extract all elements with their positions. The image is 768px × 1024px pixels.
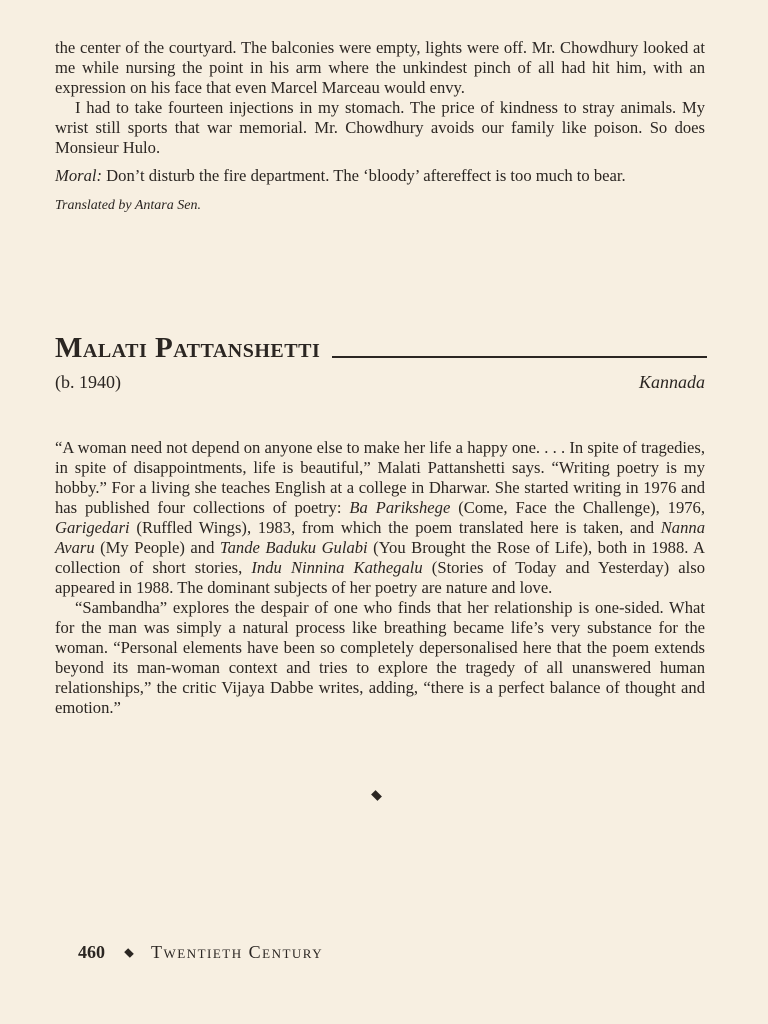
author-heading <box>55 333 707 363</box>
bio-paragraph-1 <box>55 438 705 598</box>
moral-label: Moral: <box>55 166 103 185</box>
book-title: Indu Ninnina Kathegalu <box>251 558 423 577</box>
bio-text-run: (Come, Face the Challenge), 1976, <box>450 498 705 517</box>
section-ornament-icon <box>371 790 382 801</box>
running-head: Twentieth Century <box>151 942 324 962</box>
book-title: Nanna Avaru <box>55 518 705 557</box>
bio-text-run: (My People) and <box>94 538 220 557</box>
author-language: Kannada <box>638 372 705 392</box>
book-title: Ba Parikshege <box>349 498 451 517</box>
book-title: Tande Baduku Gulabi <box>219 538 368 557</box>
moral-paragraph <box>55 166 705 186</box>
page-number: 460 <box>78 942 105 962</box>
author-bio <box>55 438 705 718</box>
bio-text-run: (Stories of Today and Yesterday) also appeared in 1988. The dominant subjects of her poetry are nature and love. <box>55 558 705 597</box>
story-paragraph-1: the center of the courtyard. The balconies were empty, lights were off. Mr. Chowdhury looked at me while nursing the point in his arm where the unkindest pinch of all had hit him, with an expression on his face that even Marcel Marceau would envy. <box>55 38 705 97</box>
bio-text-run: (You Brought the Rose of Life), both in 1988. A collection of short stories, <box>55 538 705 577</box>
bio-paragraph-2: “Sambandha” explores the despair of one who finds that her relationship is one-sided. What for the man was simply a natural process like breathing became life’s very substance for the woman. “Personal elements have been so completely depersonalised here that the poem extends beyond its man-woman context and tries to explore the tragedy of all unanswered human relationships,” the critic Vijaya Dabbe writes, adding, “there is a perfect balance of thought and emotion.” <box>55 598 705 717</box>
translator-credit: Translated by Antara Sen. <box>55 198 201 213</box>
bio-text-run: (Ruffled Wings), 1983, from which the poem translated here is taken, and <box>129 518 661 537</box>
story-paragraph-2: I had to take fourteen injections in my stomach. The price of kindness to stray animals. My wrist still sports that war memorial. Mr. Chowdhury avoids our family like poison. So does Monsieur Hulo. <box>55 98 705 157</box>
book-title: Garigedari <box>55 518 130 537</box>
moral-text: Don’t disturb the fire department. The ‘bloody’ aftereffect is too much to bear. <box>102 166 626 185</box>
author-meta <box>55 372 705 393</box>
author-birth: (b. 1940) <box>55 372 121 392</box>
bio-text-run: “A woman need not depend on anyone else to make her life a happy one. . . . In spite of tragedies, in spite of disappointments, life is beautiful,” Malati Pattanshetti says. “Writing poetry is my hobby.” For a living she teaches English at a college in Dharwar. She started writing in 1976 and has published four collections of poetry: <box>55 438 705 517</box>
footer-diamond-icon <box>124 948 134 958</box>
page-footer <box>78 942 323 963</box>
author-name: Malati Pattanshetti <box>55 332 321 364</box>
previous-story <box>55 38 705 216</box>
heading-rule <box>332 356 707 358</box>
